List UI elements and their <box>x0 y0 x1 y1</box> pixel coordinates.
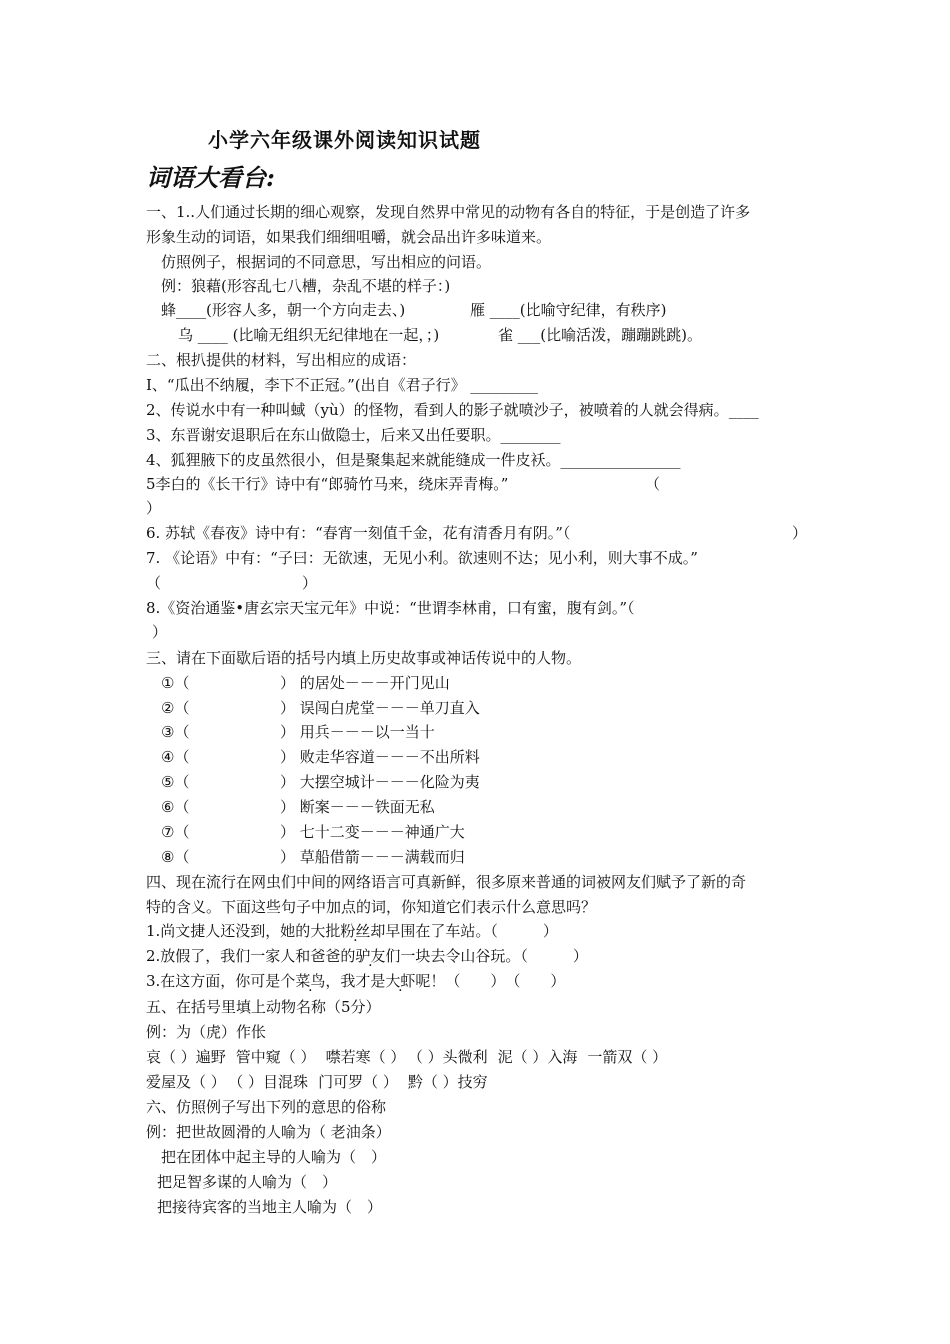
q6-item[interactable]: 把足智多谋的人喻为（ ） <box>157 1173 338 1191</box>
dotted-word: 粉丝 <box>340 922 371 940</box>
q5-row1 <box>146 1047 677 1067</box>
proverb-text: 断案－－－铁面无私 <box>299 798 435 816</box>
item-number: ⑤（ <box>161 773 190 791</box>
q3-item <box>161 847 189 867</box>
dotted-word: 驴友 <box>355 947 386 965</box>
word-meaning: (比喻守纪律，有秩序) <box>519 301 667 319</box>
q2-item5-close[interactable]: ） <box>146 499 162 517</box>
item-number: ⑦（ <box>161 823 190 841</box>
item-text: I、“瓜出不纳履，李下不正冠。”(出自《君子行》 <box>146 376 466 394</box>
item-number: ⑧（ <box>161 848 190 866</box>
q2-item2 <box>146 400 759 420</box>
q3-item-text <box>280 722 435 742</box>
dotted-word: 菜鸟 <box>295 972 326 990</box>
q3-item-text <box>280 673 450 693</box>
answer-close[interactable]: ） <box>280 748 296 766</box>
q4-sentence1 <box>146 921 558 941</box>
item-number: ④（ <box>161 748 190 766</box>
answer-close[interactable]: ） <box>280 723 296 741</box>
q1-row1 <box>161 300 405 320</box>
answer-close[interactable]: ） <box>280 699 296 717</box>
word-char: 雀 <box>498 326 514 344</box>
item-number: ③（ <box>161 723 190 741</box>
q1-row1-b <box>470 300 667 320</box>
q2-item7-close[interactable]: ） <box>302 574 318 592</box>
idiom-item[interactable]: 门可罗（ ） <box>318 1073 398 1091</box>
answer-close[interactable]: ） <box>280 674 296 692</box>
q2-item8-close[interactable]: ） <box>152 623 168 641</box>
q6-heading: 六、仿照例子写出下列的意思的俗称 <box>146 1098 387 1116</box>
page-title: 小学六年级课外阅读知识试题 <box>208 128 481 152</box>
q2-item3 <box>146 425 561 445</box>
dotted-word: 大虾 <box>385 972 416 990</box>
word-meaning: (比喻无组织无纪律地在一起，；) <box>232 326 440 344</box>
item-text: 2、传说水中有一种叫蜮（yù）的怪物，看到人的影子就喷沙子，被喷着的人就会得病。 <box>146 401 729 419</box>
answer-blank[interactable]: ___ <box>517 326 541 344</box>
sentence-text: 2.放假了，我们一家人和爸爸的 <box>146 947 356 965</box>
q3-item <box>161 772 189 792</box>
sentence-answer[interactable]: 们一块去令山谷玩。（ ） <box>385 947 588 965</box>
answer-close[interactable]: ） <box>280 773 296 791</box>
q2-heading: 二、根扒提供的材料，写出相应的成语： <box>146 351 417 369</box>
q3-item-text <box>280 747 480 767</box>
q3-item-text <box>280 772 480 792</box>
q2-item8: 8.《资治通鉴•唐玄宗天宝元年》中说：“世谓李林甫，口有蜜，腹有剑。”（ <box>146 599 635 617</box>
q1-row2 <box>178 325 439 345</box>
q3-item <box>161 822 189 842</box>
word-char: 乌 <box>178 326 194 344</box>
sentence-text: ，我才是 <box>325 972 386 990</box>
q6-example: 例：把世故圆滑的人喻为（ 老油条） <box>146 1123 391 1141</box>
q2-item5-open[interactable]: （ <box>645 475 661 493</box>
q3-item-text <box>280 797 435 817</box>
sentence-text: 3.在这方面，你可是个 <box>146 972 296 990</box>
word-meaning: (比喻活泼，蹦蹦跳跳)。 <box>540 326 703 344</box>
answer-close[interactable]: ） <box>280 848 296 866</box>
q5-example: 例：为（虎）作伥 <box>146 1023 267 1041</box>
q1-row2-b <box>498 325 702 345</box>
q4-sentence2 <box>146 946 588 966</box>
proverb-text: 草船借箭－－－满载而归 <box>299 848 465 866</box>
idiom-item[interactable]: 管中窥（ ） <box>235 1048 316 1066</box>
q5-heading: 五、在括号里填上动物名称（5分） <box>146 998 381 1016</box>
answer-blank[interactable]: ____ <box>489 301 520 319</box>
answer-blank[interactable]: ________ <box>500 426 561 444</box>
proverb-text: 误闯白虎堂－－－单刀直入 <box>299 699 480 717</box>
q6-item[interactable]: 把在团体中起主导的人喻为（ ） <box>161 1148 387 1166</box>
q4-line2: 特的含义。下面这些句子中加点的词，你知道它们表示什么意思吗？ <box>146 898 597 916</box>
q2-item5: 5李白的《长干行》诗中有“郎骑竹马来，绕床弄青梅。” <box>146 475 509 493</box>
q3-heading: 三、请在下面歇后语的括号内填上历史故事或神话传说中的人物。 <box>146 649 582 667</box>
idiom-item[interactable]: （ ）目混珠 <box>235 1073 309 1091</box>
q2-item1 <box>146 375 538 395</box>
word-char: 蜂 <box>161 301 177 319</box>
q4-line1: 四、现在流行在网虫们中间的网络语言可真新鲜，很多原来普通的词被网友们赋予了新的奇 <box>146 873 747 891</box>
q4-sentence3 <box>146 971 565 991</box>
idiom-item[interactable]: 泥（ ）入海 <box>497 1048 578 1066</box>
q1-line2: 形象生动的词语，如果我们细细咀嚼，就会品出许多味道来。 <box>146 228 552 246</box>
word-char: 雁 <box>470 301 486 319</box>
answer-blank[interactable]: _________ <box>470 376 538 394</box>
idiom-item[interactable]: 一箭双（ ） <box>587 1048 668 1066</box>
proverb-text: 败走华容道－－－不出所料 <box>299 748 480 766</box>
sentence-answer[interactable]: 呢！（ ） （ ） <box>415 972 566 990</box>
q3-item-text <box>280 847 465 867</box>
item-number: ②（ <box>161 699 190 717</box>
answer-blank[interactable]: ____ <box>728 401 759 419</box>
word-meaning: (形容人多，朝一个方向走去、) <box>206 301 406 319</box>
answer-close[interactable]: ） <box>280 823 296 841</box>
idiom-item[interactable]: （ ）头微利 <box>415 1048 488 1066</box>
item-text: 4、狐狸腋下的皮虽然很小，但是聚集起来就能缝成一件皮袄。 <box>146 451 561 469</box>
proverb-text: 的居处－－－开门见山 <box>299 674 450 692</box>
q3-item-text <box>280 822 465 842</box>
proverb-text: 用兵－－－以一当十 <box>299 723 435 741</box>
item-number: ⑥（ <box>161 798 190 816</box>
q6-item[interactable]: 把接待宾客的当地主人喻为（ ） <box>157 1198 383 1216</box>
q1-instruction: 仿照例子，根据词的不同意思，写出相应的问语。 <box>161 253 492 271</box>
q3-item <box>161 673 189 693</box>
q1-line1: 一、1..人们通过长期的细心观察，发现自然界中常见的动物有各自的特征，于是创造了许多 <box>146 203 751 221</box>
proverb-text: 七十二变－－－神通广大 <box>299 823 465 841</box>
answer-close[interactable]: ） <box>280 798 296 816</box>
item-number: ①（ <box>161 674 190 692</box>
q3-item <box>161 747 189 767</box>
q2-item7: 7. 《论语》中有：“子曰：无欲速，无见小利。欲速则不达；见小利，则大事不成。” <box>146 549 698 567</box>
section-title: 词语大看台: <box>146 163 275 192</box>
answer-blank[interactable]: ________________ <box>560 451 681 469</box>
q1-example: 例：狼藉(形容乱七八槽，杂乱不堪的样子：) <box>161 277 451 295</box>
idiom-item[interactable]: 黔（ ）技穷 <box>407 1073 488 1091</box>
sentence-text: 1.尚文捷人还没到，她的大批 <box>146 922 341 940</box>
q5-row2 <box>146 1072 498 1092</box>
idiom-item[interactable]: 爱屋及（ ） <box>146 1073 226 1091</box>
idiom-item[interactable]: 噤若寒（ ） <box>325 1048 406 1066</box>
q2-item7-open[interactable]: （ <box>146 574 162 592</box>
q3-item <box>161 722 189 742</box>
q3-item <box>161 797 189 817</box>
q3-item <box>161 698 189 718</box>
q2-item4 <box>146 450 681 470</box>
sentence-answer[interactable]: 却早围在了车站。（ ） <box>370 922 558 940</box>
answer-blank[interactable]: ____ <box>176 301 207 319</box>
q2-item6-close[interactable]: ） <box>792 524 808 542</box>
proverb-text: 大摆空城计－－－化险为夷 <box>299 773 480 791</box>
item-text: 3、东晋谢安退职后在东山做隐士，后来又出任要职。 <box>146 426 501 444</box>
idiom-item[interactable]: 哀（ ）遍野 <box>146 1048 226 1066</box>
q2-item6: 6. 苏轼《春夜》诗中有：“春宵一刻值千金，花有清香月有阴。”（ <box>146 524 571 542</box>
q3-item-text <box>280 698 480 718</box>
answer-blank[interactable]: ____ <box>197 326 228 344</box>
